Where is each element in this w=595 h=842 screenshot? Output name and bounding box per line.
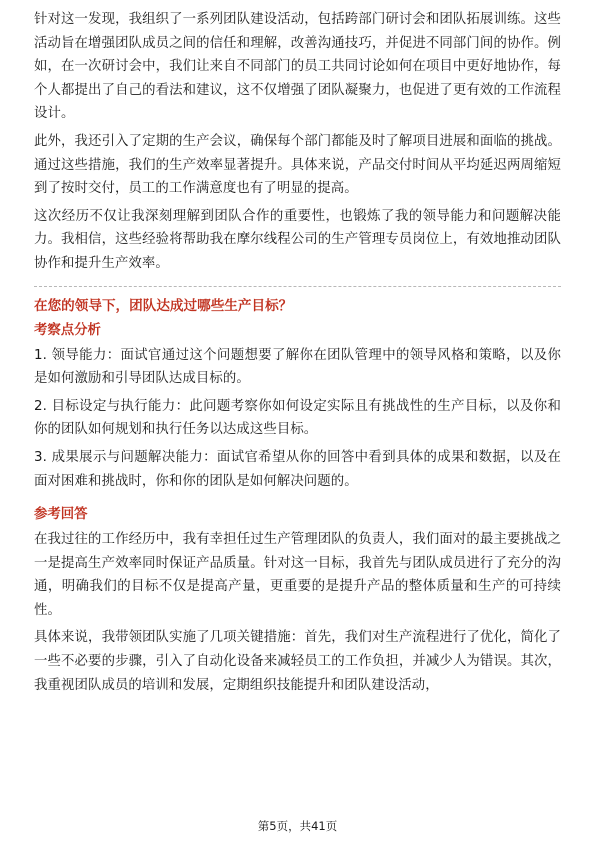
answer-heading: 参考回答 <box>34 507 88 523</box>
analysis-item-2: 2. 目标设定与执行能力：此问题考察你如何设定实际且有挑战性的生产目标，以及你和你的团队如何规划和执行任务以达成这些目标。 <box>34 398 561 438</box>
analysis-heading: 考察点分析 <box>34 322 101 338</box>
section-divider <box>34 286 561 287</box>
intro-paragraph-1: 针对这一发现，我组织了一系列团队建设活动，包括跨部门研讨会和团队拓展训练。这些活动旨在增强团队成员之间的信任和理解，改善沟通技巧，并促进不同部门间的协作。例如，在一次研讨会中，我们让来自不同部门的员工共同讨论如何在项目中更好地协作，每个人都提出了自己的看法和建议，这不仅增强了团队凝聚力，也促进了更有效的工作流程设计。 <box>34 12 561 122</box>
analysis-item-3: 3. 成果展示与问题解决能力：面试官希望从你的回答中看到具体的成果和数据，以及在面对困难和挑战时，你和你的团队是如何解决问题的。 <box>34 449 561 489</box>
intro-paragraph-2: 此外，我还引入了定期的生产会议，确保每个部门都能及时了解项目进展和面临的挑战。通过这些措施，我们的生产效率显著提升。具体来说，产品交付时间从平均延迟两周缩短到了按时交付，员工的工作满意度也有了明显的提高。 <box>34 133 561 197</box>
intro-paragraph-3: 这次经历不仅让我深刻理解到团队合作的重要性，也锻炼了我的领导能力和问题解决能力。我相信，这些经验将帮助我在摩尔线程公司的生产管理专员岗位上，有效地推动团队协作和提升生产效率。 <box>34 208 561 271</box>
analysis-item-1: 1. 领导能力：面试官通过这个问题想要了解你在团队管理中的领导风格和策略，以及你是如何激励和引导团队达成目标的。 <box>34 347 561 387</box>
answer-paragraph-1: 在我过往的工作经历中，我有幸担任过生产管理团队的负责人，我们面对的最主要挑战之一是提高生产效率同时保证产品质量。针对这一目标，我首先与团队成员进行了充分的沟通，明确我们的目标不仅是提高产量，更重要的是提升产品的整体质量和生产的可持续性。 <box>34 532 561 618</box>
answer-paragraph-2: 具体来说，我带领团队实施了几项关键措施：首先，我们对生产流程进行了优化，简化了一些不必要的步骤，引入了自动化设备来减轻员工的工作负担，并减少人为错误。其次，我重视团队成员的培训和发展，定期组织技能提升和团队建设活动， <box>34 630 561 693</box>
document-page <box>34 8 561 701</box>
page-number-footer: 第5页，共41页 <box>257 819 338 833</box>
question-heading: 在您的领导下，团队达成过哪些生产目标？ <box>34 297 293 314</box>
